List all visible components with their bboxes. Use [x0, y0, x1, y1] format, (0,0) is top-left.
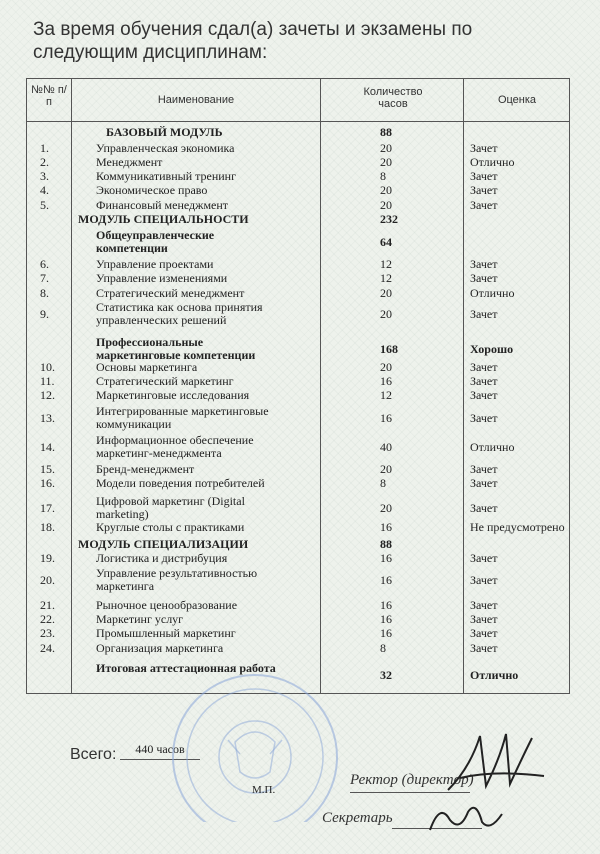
row-name: Общеуправленческие компетенции	[96, 228, 215, 255]
row-grade: Хорошо	[470, 342, 514, 356]
row-hours: 20	[380, 141, 392, 155]
row-grade: Зачет	[470, 476, 498, 490]
row-number: 18.	[40, 520, 55, 534]
row-hours: 232	[380, 212, 398, 226]
row-grade: Зачет	[470, 257, 498, 271]
row-name: Маркетинговые исследования	[96, 388, 250, 402]
row-number: 6.	[40, 257, 49, 271]
row-number: 12.	[40, 388, 55, 402]
row-grade: Зачет	[470, 141, 498, 155]
row-name: Управление проектами	[96, 257, 214, 271]
row-number: 11.	[40, 374, 55, 388]
row-number: 3.	[40, 169, 49, 183]
row-name: Организация маркетинга	[96, 641, 224, 655]
row-hours: 8	[380, 169, 386, 183]
row-name: Бренд-менеджмент	[96, 462, 195, 476]
row-grade: Зачет	[470, 501, 498, 515]
row-grade: Зачет	[470, 388, 498, 402]
row-number: 24.	[40, 641, 55, 655]
row-name: Маркетинг услуг	[96, 612, 184, 626]
row-name: Стратегический маркетинг	[96, 374, 234, 388]
row-name: Рыночное ценообразование	[96, 598, 238, 612]
row-grade: Зачет	[470, 626, 498, 640]
header-num: №№ п/п	[31, 84, 67, 108]
row-hours: 8	[380, 476, 386, 490]
document-heading: За время обучения сдал(а) зачеты и экзамены по следующим дисциплинам:	[33, 19, 473, 63]
row-number: 13.	[40, 411, 55, 425]
row-hours: 168	[380, 342, 398, 356]
row-name: МОДУЛЬ СПЕЦИАЛЬНОСТИ	[78, 212, 249, 226]
row-number: 9.	[40, 307, 49, 321]
row-name: Управление изменениями	[96, 271, 228, 285]
row-grade: Не предусмотрено	[470, 520, 565, 534]
secretary-label: Секретарь	[322, 810, 393, 826]
row-number: 23.	[40, 626, 55, 640]
row-hours: 20	[380, 155, 392, 169]
row-number: 1.	[40, 141, 49, 155]
row-name: МОДУЛЬ СПЕЦИАЛИЗАЦИИ	[78, 537, 249, 551]
row-name: Промышленный маркетинг	[96, 626, 236, 640]
row-grade: Отлично	[470, 440, 515, 454]
row-grade: Отлично	[470, 668, 519, 682]
row-grade: Зачет	[470, 411, 498, 425]
row-hours: 16	[380, 573, 392, 587]
row-number: 10.	[40, 360, 55, 374]
row-hours: 20	[380, 286, 392, 300]
row-number: 19.	[40, 551, 55, 565]
row-hours: 20	[380, 307, 392, 321]
row-number: 14.	[40, 440, 55, 454]
row-grade: Зачет	[470, 169, 498, 183]
row-hours: 16	[380, 411, 392, 425]
row-hours: 20	[380, 360, 392, 374]
row-name: Управление результативностью маркетинга	[96, 566, 258, 593]
row-grade: Отлично	[470, 286, 515, 300]
row-number: 20.	[40, 573, 55, 587]
row-grade: Зачет	[470, 360, 498, 374]
table-divider	[320, 78, 321, 694]
row-hours: 32	[380, 668, 392, 682]
row-grade: Зачет	[470, 462, 498, 476]
row-hours: 20	[380, 501, 392, 515]
row-hours: 40	[380, 440, 392, 454]
secretary-signature	[420, 792, 510, 838]
row-name: Коммуникативный тренинг	[96, 169, 237, 183]
row-hours: 16	[380, 551, 392, 565]
row-grade: Зачет	[470, 183, 498, 197]
row-name: Статистика как основа принятия управленческих решений	[96, 300, 263, 327]
row-hours: 8	[380, 641, 386, 655]
row-grade: Зачет	[470, 551, 498, 565]
rector-label: Ректор (директор)	[350, 772, 474, 788]
row-hours: 64	[380, 235, 392, 249]
row-grade: Зачет	[470, 573, 498, 587]
table-divider	[71, 78, 72, 694]
row-hours: 12	[380, 388, 392, 402]
header-grade: Оценка	[497, 94, 537, 106]
row-number: 15.	[40, 462, 55, 476]
row-grade: Зачет	[470, 271, 498, 285]
row-grade: Зачет	[470, 198, 498, 212]
row-name: Итоговая аттестационная работа	[96, 661, 276, 675]
seal-stamp	[160, 672, 350, 822]
row-grade: Зачет	[470, 374, 498, 388]
rector-signature	[440, 728, 550, 800]
row-grade: Зачет	[470, 641, 498, 655]
row-hours: 16	[380, 612, 392, 626]
row-name: Интегрированные маркетинговые коммуникации	[96, 404, 269, 431]
row-name: Финансовый менеджмент	[96, 198, 229, 212]
row-hours: 16	[380, 626, 392, 640]
row-hours: 88	[380, 537, 392, 551]
row-number: 5.	[40, 198, 49, 212]
header-hours: Количество часов	[363, 86, 423, 110]
row-grade: Зачет	[470, 307, 498, 321]
row-hours: 20	[380, 198, 392, 212]
stamp-mark: М.П.	[252, 784, 276, 796]
table-header-divider	[26, 121, 570, 122]
row-hours: 12	[380, 271, 392, 285]
row-name: Управленческая экономика	[96, 141, 235, 155]
row-name: Информационное обеспечение маркетинг-менеджмента	[96, 433, 254, 460]
row-number: 4.	[40, 183, 49, 197]
row-name: Основы маркетинга	[96, 360, 198, 374]
row-number: 8.	[40, 286, 49, 300]
row-hours: 20	[380, 183, 392, 197]
row-name: Цифровой маркетинг (Digital marketing)	[96, 494, 245, 521]
row-hours: 16	[380, 374, 392, 388]
row-number: 16.	[40, 476, 55, 490]
row-name: Модели поведения потребителей	[96, 476, 265, 490]
total-value: 440 часов	[120, 742, 200, 760]
row-name: Логистика и дистрибуция	[96, 551, 228, 565]
row-name: Стратегический менеджмент	[96, 286, 245, 300]
row-name: Экономическое право	[96, 183, 208, 197]
row-hours: 20	[380, 462, 392, 476]
row-grade: Зачет	[470, 612, 498, 626]
row-hours: 12	[380, 257, 392, 271]
row-name: Менеджмент	[96, 155, 163, 169]
row-hours: 16	[380, 520, 392, 534]
total-label: Всего:	[70, 746, 117, 763]
row-name: БАЗОВЫЙ МОДУЛЬ	[106, 125, 223, 139]
row-grade: Зачет	[470, 598, 498, 612]
row-hours: 88	[380, 125, 392, 139]
table-divider	[463, 78, 464, 694]
row-number: 7.	[40, 271, 49, 285]
row-hours: 16	[380, 598, 392, 612]
row-number: 17.	[40, 501, 55, 515]
row-number: 2.	[40, 155, 49, 169]
row-number: 21.	[40, 598, 55, 612]
row-name: Круглые столы с практиками	[96, 520, 245, 534]
row-name: Профессиональные маркетинговые компетенции	[96, 335, 256, 362]
row-grade: Отлично	[470, 155, 515, 169]
header-name: Наименование	[157, 94, 235, 106]
row-number: 22.	[40, 612, 55, 626]
